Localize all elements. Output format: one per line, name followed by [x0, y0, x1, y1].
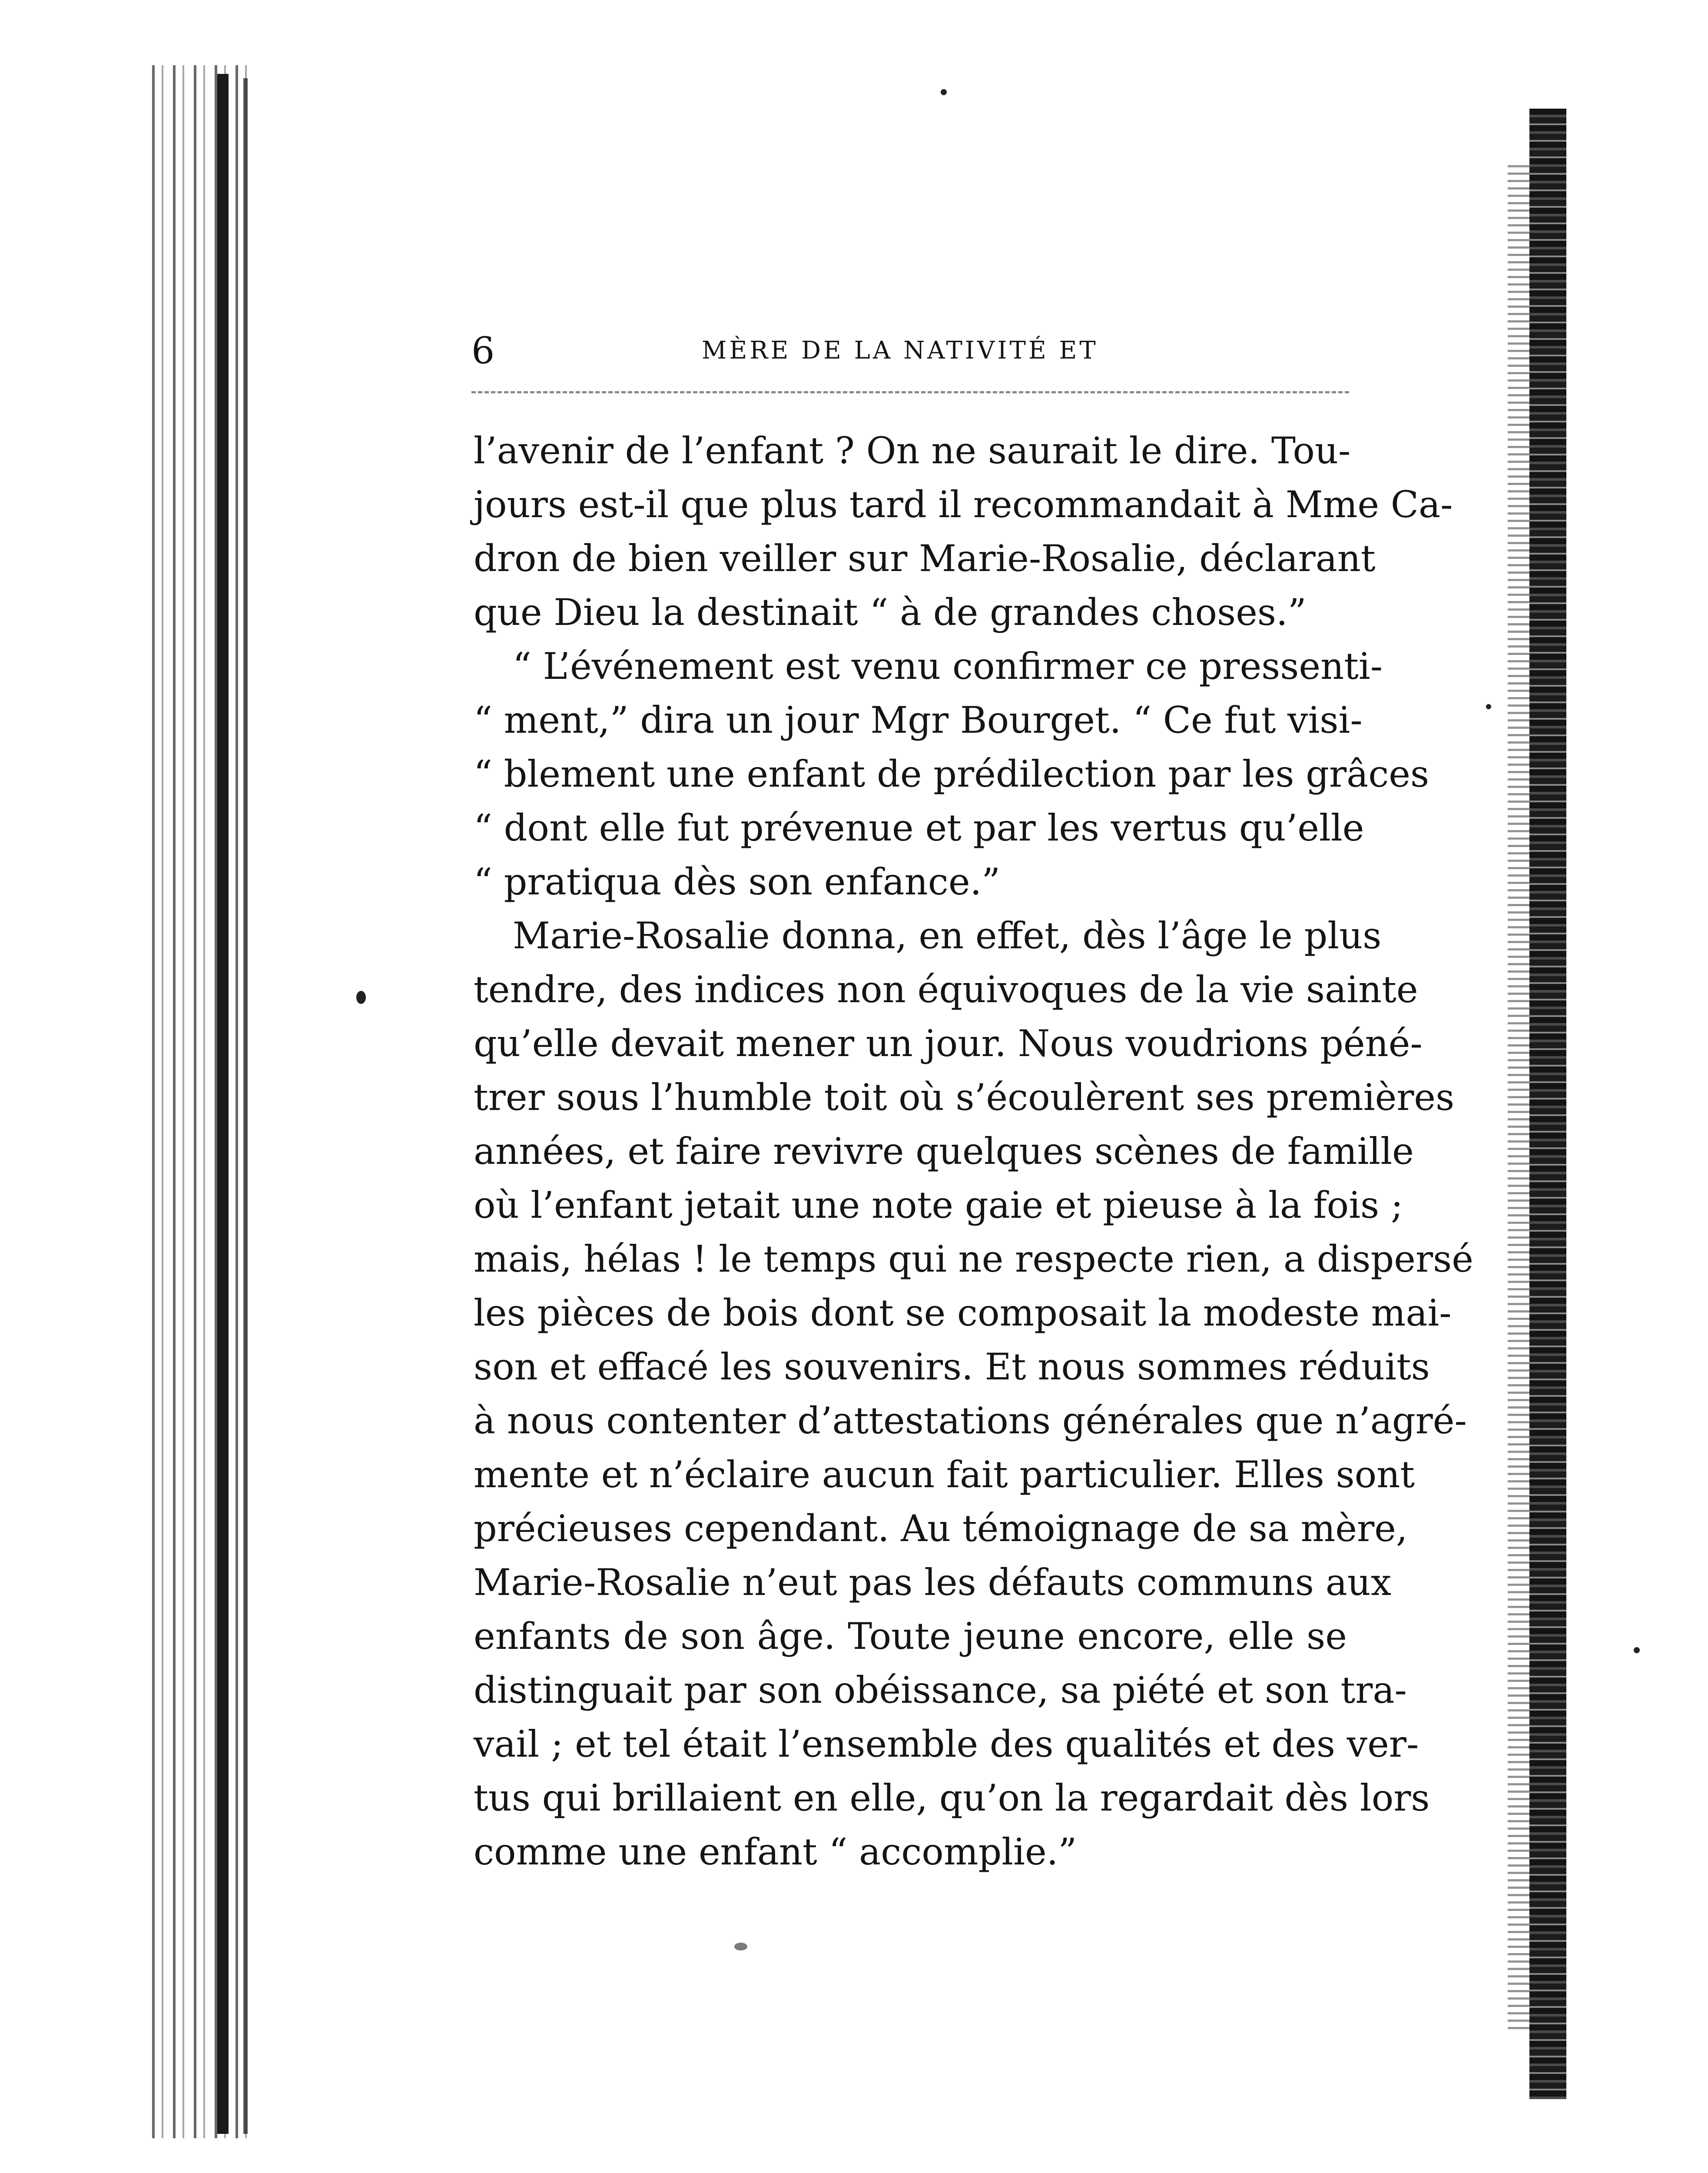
scan-left-edge-line: [217, 74, 229, 2134]
text-line: mente et n’éclaire aucun fait particulier. Elles sont: [474, 1453, 1415, 1496]
text-line: son et effacé les souvenirs. Et nous sommes réduits: [474, 1346, 1430, 1388]
text-line: années, et faire revivre quelques scènes de famille: [474, 1130, 1414, 1173]
text-line: à nous contenter d’attestations générales que n’agré-: [474, 1399, 1467, 1442]
text-line: “ blement une enfant de prédilection par les grâces: [474, 753, 1429, 795]
text-line: tus qui brillaient en elle, qu’on la regardait dès lors: [474, 1777, 1430, 1819]
text-line: comme une enfant “ accomplie.”: [474, 1831, 1077, 1873]
text-line: mais, hélas ! le temps qui ne respecte rien, a dispersé: [474, 1238, 1473, 1280]
text-line: où l’enfant jetait une note gaie et pieuse à la fois ;: [474, 1184, 1403, 1226]
ink-speck: [941, 89, 947, 95]
text-line: les pièces de bois dont se composait la modeste mai-: [474, 1292, 1452, 1334]
running-header: [471, 327, 1130, 375]
text-line: Marie-Rosalie n’eut pas les défauts communs aux: [474, 1561, 1392, 1604]
ink-speck: [1486, 704, 1491, 709]
text-line: précieuses cependant. Au témoignage de sa mère,: [474, 1507, 1408, 1550]
text-line: Marie-Rosalie donna, en effet, dès l’âge le plus: [513, 914, 1382, 957]
text-line: distinguait par son obéissance, sa piété et son tra-: [474, 1669, 1407, 1711]
text-line: jours est-il que plus tard il recommandait à Mme Ca-: [474, 483, 1453, 526]
header-rule: [471, 391, 1349, 393]
text-line: “ L’événement est venu confirmer ce pressenti-: [513, 645, 1383, 688]
scan-left-edge: [152, 65, 256, 2138]
text-line: trer sous l’humble toit où s’écoulèrent ses premières: [474, 1076, 1455, 1119]
page-number: 6: [471, 329, 495, 372]
text-line: “ dont elle fut prévenue et par les vertus qu’elle: [474, 807, 1364, 849]
scan-right-edge: [1529, 109, 1566, 2099]
ink-speck: [1634, 1647, 1640, 1653]
text-line: tendre, des indices non équivoques de la vie sainte: [474, 968, 1418, 1011]
text-line: enfants de son âge. Toute jeune encore, elle se: [474, 1615, 1347, 1658]
text-line: l’avenir de l’enfant ? On ne saurait le dire. Tou-: [474, 429, 1351, 472]
text-line: “ ment,” dira un jour Mgr Bourget. “ Ce fut visi-: [474, 699, 1363, 741]
text-line: vail ; et tel était l’ensemble des qualités et des ver-: [474, 1723, 1419, 1765]
text-line: “ pratiqua dès son enfance.”: [474, 861, 1001, 903]
text-line: dron de bien veiller sur Marie-Rosalie, déclarant: [474, 537, 1376, 580]
ink-speck: [356, 991, 366, 1004]
text-line: que Dieu la destinait “ à de grandes choses.”: [474, 591, 1307, 634]
body-text: [474, 424, 1473, 1879]
running-title: MÈRE DE LA NATIVITÉ ET: [702, 336, 1098, 365]
scan-left-edge-line-thin: [243, 78, 248, 2134]
ink-speck: [734, 1943, 747, 1950]
text-line: qu’elle devait mener un jour. Nous voudrions péné-: [474, 1022, 1423, 1065]
